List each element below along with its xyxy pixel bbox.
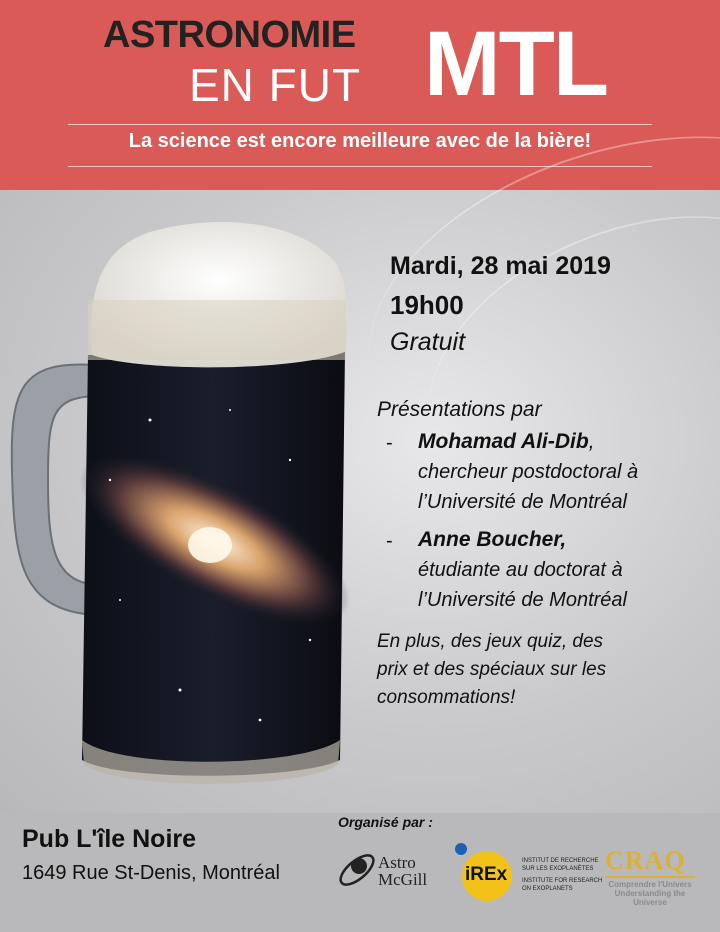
speaker-name: Mohamad Ali-Dib, [418,430,595,453]
foam-band [88,300,346,360]
event-price: Gratuit [390,328,466,356]
irex-logo-text: iREx [465,864,508,885]
extras-description: En plus, des jeux quiz, des prix et des spéciaux sur les consommations! [377,631,607,708]
organized-by-label: Organisé par : [338,814,433,830]
speaker-bullet: - [386,432,393,454]
tagline: La science est encore meilleure avec de la bière! [128,130,592,152]
astromcgill-logo-icon [335,840,380,900]
title-mtl: MTL [424,13,608,115]
craq-logo-rule [605,876,695,878]
event-time: 19h00 [390,290,464,320]
astromcgill-logo-text: Astro McGill [378,853,428,889]
speaker-bullet: - [386,530,393,552]
craq-logo-caption: Comprendre l'Univers Understanding the Universe [608,880,692,907]
title-en-fut: EN FUT [189,59,362,111]
presentations-heading: Présentations par [377,398,542,421]
craq-logo-text: CRAQ [605,846,686,875]
irex-logo-dot [455,843,467,855]
venue-name: Pub L'île Noire [22,825,197,853]
venue-address: 1649 Rue St-Denis, Montréal [22,862,280,884]
irex-logo-caption: INSTITUT DE RECHERCHE SUR LES EXOPLANÈTES INSTITUTE FOR RESEARCH ON EXOPLANETS [522,858,603,892]
speaker-name: Anne Boucher, [418,528,567,551]
speaker-role: étudiante au doctorat à l’Université de Montréal [418,559,627,611]
event-date: Mardi, 28 mai 2019 [390,252,611,280]
galaxy-core [188,527,232,563]
title-astronomie: ASTRONOMIE [103,14,356,56]
speaker-role: chercheur postdoctoral à l’Université de Montréal [418,461,639,513]
